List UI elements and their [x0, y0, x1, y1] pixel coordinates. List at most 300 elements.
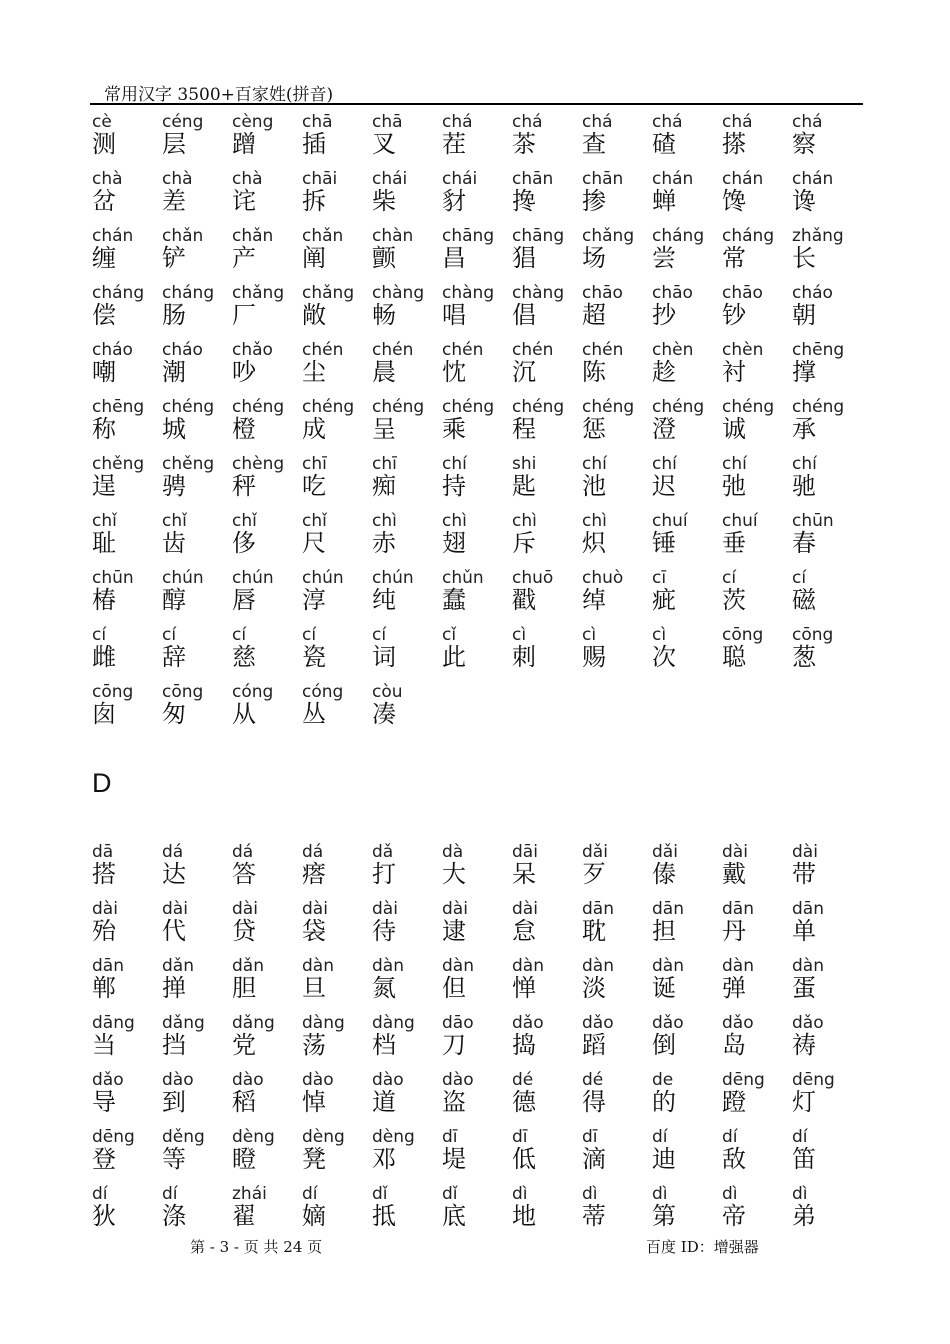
hanzi-character: 唇 — [232, 586, 256, 614]
character-cell — [792, 169, 862, 226]
pinyin-label: chái — [442, 169, 478, 189]
pinyin-label: dì — [722, 1184, 738, 1204]
hanzi-character: 程 — [512, 415, 536, 443]
character-cell — [302, 283, 372, 340]
hanzi-character: 豺 — [442, 187, 466, 215]
hanzi-character: 馋 — [722, 187, 746, 215]
pinyin-label: dèng — [372, 1127, 415, 1147]
pinyin-label: dí — [792, 1127, 808, 1147]
pinyin-label: cí — [162, 625, 177, 645]
hanzi-character: 长 — [792, 244, 816, 272]
hanzi-character: 贷 — [232, 917, 256, 945]
hanzi-character: 稻 — [232, 1088, 256, 1116]
hanzi-character: 拆 — [302, 187, 326, 215]
pinyin-label: chēng — [792, 340, 845, 360]
pinyin-label: dàn — [302, 956, 334, 976]
pinyin-label: céng — [162, 112, 204, 132]
character-cell — [232, 397, 302, 454]
hanzi-character: 惩 — [582, 415, 606, 443]
pinyin-label: dài — [372, 899, 398, 919]
hanzi-character: 诚 — [722, 415, 746, 443]
hanzi-character: 灯 — [792, 1088, 816, 1116]
pinyin-label: dī — [442, 1127, 458, 1147]
hanzi-character: 吵 — [232, 358, 256, 386]
hanzi-character: 从 — [232, 700, 256, 728]
character-cell — [232, 454, 302, 511]
pinyin-label: chāo — [582, 283, 623, 303]
pinyin-label: dài — [92, 899, 118, 919]
pinyin-label: dì — [652, 1184, 668, 1204]
hanzi-character: 诞 — [652, 974, 676, 1002]
hanzi-character: 蛋 — [792, 974, 816, 1002]
pinyin-label: chàng — [442, 283, 495, 303]
character-cell — [582, 1184, 652, 1241]
hanzi-character: 趁 — [652, 358, 676, 386]
hanzi-character: 超 — [582, 301, 606, 329]
character-row — [92, 899, 872, 956]
hanzi-character: 聪 — [722, 643, 746, 671]
pinyin-label: dài — [442, 899, 468, 919]
pinyin-label: chèng — [232, 454, 285, 474]
character-row — [92, 1013, 872, 1070]
pinyin-label: cí — [722, 568, 737, 588]
character-cell — [512, 568, 582, 625]
character-cell — [232, 625, 302, 682]
hanzi-character: 昌 — [442, 244, 466, 272]
pinyin-label: dì — [792, 1184, 808, 1204]
pinyin-label: chì — [512, 511, 537, 531]
character-cell — [302, 340, 372, 397]
pinyin-label: dǎn — [232, 956, 264, 976]
pinyin-label: dá — [232, 842, 254, 862]
pinyin-label: dān — [582, 899, 614, 919]
pinyin-label: chí — [792, 454, 817, 474]
hanzi-character: 刀 — [442, 1031, 466, 1059]
character-cell — [442, 283, 512, 340]
character-cell — [722, 568, 792, 625]
hanzi-character: 堤 — [442, 1145, 466, 1173]
hanzi-character: 赤 — [372, 529, 396, 557]
hanzi-character: 橙 — [232, 415, 256, 443]
pinyin-label: chéng — [162, 397, 215, 417]
character-cell — [792, 397, 862, 454]
character-cell — [652, 568, 722, 625]
character-cell — [162, 682, 232, 739]
pinyin-label: chāo — [722, 283, 763, 303]
pinyin-label: chán — [92, 226, 134, 246]
hanzi-character: 的 — [652, 1088, 676, 1116]
character-cell — [442, 899, 512, 956]
hanzi-character: 察 — [792, 130, 816, 158]
pinyin-label: chà — [162, 169, 193, 189]
character-cell — [512, 454, 582, 511]
character-cell — [302, 1184, 372, 1241]
hanzi-character: 绰 — [582, 586, 606, 614]
character-cell — [722, 1013, 792, 1070]
character-cell — [792, 625, 862, 682]
pinyin-label: chǐ — [232, 511, 257, 531]
pinyin-label: dài — [792, 842, 818, 862]
pinyin-label: chěng — [162, 454, 215, 474]
hanzi-character: 忱 — [442, 358, 466, 386]
character-cell — [582, 511, 652, 568]
pinyin-label: dàn — [512, 956, 544, 976]
pinyin-label: chí — [722, 454, 747, 474]
pinyin-label: cǐ — [442, 625, 457, 645]
pinyin-label: dèng — [302, 1127, 345, 1147]
character-cell — [512, 1184, 582, 1241]
character-cell — [302, 226, 372, 283]
character-cell — [582, 283, 652, 340]
pinyin-label: dài — [722, 842, 748, 862]
character-cell — [372, 1127, 442, 1184]
pinyin-label: chéng — [722, 397, 775, 417]
character-cell — [442, 169, 512, 226]
pinyin-label: dā — [92, 842, 114, 862]
hanzi-character: 蒂 — [582, 1202, 606, 1230]
character-cell — [162, 511, 232, 568]
pinyin-label: dí — [92, 1184, 108, 1204]
character-cell — [162, 625, 232, 682]
character-cell — [232, 340, 302, 397]
hanzi-character: 第 — [652, 1202, 676, 1230]
hanzi-character: 怠 — [512, 917, 536, 945]
character-cell — [652, 454, 722, 511]
character-cell — [302, 397, 372, 454]
pinyin-label: cì — [652, 625, 667, 645]
pinyin-label: chéng — [792, 397, 845, 417]
pinyin-label: chǎn — [232, 226, 274, 246]
pinyin-label: cí — [372, 625, 387, 645]
pinyin-label: zhǎng — [792, 226, 844, 246]
pinyin-label: chǎng — [302, 283, 355, 303]
character-row — [92, 682, 872, 739]
character-cell — [722, 340, 792, 397]
pinyin-label: dà — [442, 842, 464, 862]
character-cell — [302, 169, 372, 226]
pinyin-label: chén — [442, 340, 484, 360]
character-cell — [162, 1127, 232, 1184]
character-cell — [162, 842, 232, 899]
pinyin-label: chēng — [92, 397, 145, 417]
character-cell — [302, 511, 372, 568]
hanzi-character: 德 — [512, 1088, 536, 1116]
pinyin-label: cháo — [792, 283, 833, 303]
pinyin-label: dài — [512, 899, 538, 919]
hanzi-character: 畅 — [372, 301, 396, 329]
pinyin-label: dì — [512, 1184, 528, 1204]
character-cell — [302, 682, 372, 739]
character-cell — [652, 625, 722, 682]
hanzi-character: 沉 — [512, 358, 536, 386]
pinyin-label: zhái — [232, 1184, 267, 1204]
pinyin-label: cí — [232, 625, 247, 645]
pinyin-label: chǎng — [232, 283, 285, 303]
character-cell — [92, 1127, 162, 1184]
hanzi-character: 地 — [512, 1202, 536, 1230]
hanzi-character: 殆 — [92, 917, 116, 945]
character-cell — [652, 340, 722, 397]
pinyin-label: cì — [582, 625, 597, 645]
footer-baidu-id: 百度 ID：增强器 — [646, 1238, 759, 1256]
character-cell — [512, 340, 582, 397]
character-cell — [582, 1070, 652, 1127]
pinyin-label: dé — [512, 1070, 534, 1090]
character-cell — [512, 397, 582, 454]
pinyin-label: chāo — [652, 283, 693, 303]
character-cell — [652, 112, 722, 169]
hanzi-character: 斥 — [512, 529, 536, 557]
pinyin-label: cháng — [162, 283, 215, 303]
character-cell — [162, 112, 232, 169]
hanzi-character: 慈 — [232, 643, 256, 671]
pinyin-label: dǎo — [582, 1013, 614, 1033]
pinyin-label: chǐ — [302, 511, 327, 531]
pinyin-label: dí — [162, 1184, 178, 1204]
pinyin-label: dì — [582, 1184, 598, 1204]
hanzi-character: 邓 — [372, 1145, 396, 1173]
character-cell — [302, 842, 372, 899]
character-cell — [792, 1070, 862, 1127]
character-cell — [792, 568, 862, 625]
character-cell — [722, 1070, 792, 1127]
pinyin-label: cí — [792, 568, 807, 588]
character-cell — [792, 1184, 862, 1241]
hanzi-character: 抄 — [652, 301, 676, 329]
hanzi-character: 常 — [722, 244, 746, 272]
character-cell — [512, 842, 582, 899]
pinyin-label: chì — [442, 511, 467, 531]
character-cell — [372, 397, 442, 454]
hanzi-character: 帝 — [722, 1202, 746, 1230]
hanzi-character: 淳 — [302, 586, 326, 614]
hanzi-character: 刺 — [512, 643, 536, 671]
character-cell — [162, 454, 232, 511]
hanzi-character: 旦 — [302, 974, 326, 1002]
character-cell — [442, 956, 512, 1013]
character-row — [92, 397, 872, 454]
pinyin-label: chén — [512, 340, 554, 360]
character-row — [92, 511, 872, 568]
hanzi-character: 当 — [92, 1031, 116, 1059]
character-cell — [582, 397, 652, 454]
hanzi-character: 炽 — [582, 529, 606, 557]
character-cell — [372, 511, 442, 568]
hanzi-character: 此 — [442, 643, 466, 671]
hanzi-character: 氮 — [372, 974, 396, 1002]
character-cell — [652, 1070, 722, 1127]
pinyin-label: dàng — [372, 1013, 415, 1033]
character-cell — [652, 899, 722, 956]
pinyin-label: cè — [92, 112, 112, 132]
hanzi-character: 承 — [792, 415, 816, 443]
pinyin-label: cháo — [162, 340, 203, 360]
pinyin-label: dǎ — [372, 842, 394, 862]
character-cell — [792, 340, 862, 397]
hanzi-character: 郸 — [92, 974, 116, 1002]
character-cell — [372, 1070, 442, 1127]
character-cell — [372, 226, 442, 283]
pinyin-label: dǎo — [792, 1013, 824, 1033]
pinyin-label: dào — [162, 1070, 194, 1090]
pinyin-label: cōng — [722, 625, 764, 645]
pinyin-label: chá — [722, 112, 753, 132]
character-cell — [512, 1070, 582, 1127]
hanzi-character: 猖 — [512, 244, 536, 272]
hanzi-character: 挡 — [162, 1031, 186, 1059]
character-cell — [92, 956, 162, 1013]
pinyin-label: dàn — [722, 956, 754, 976]
character-cell — [302, 1127, 372, 1184]
hanzi-character: 磁 — [792, 586, 816, 614]
character-cell — [652, 169, 722, 226]
character-cell — [442, 226, 512, 283]
pinyin-label: cèng — [232, 112, 274, 132]
hanzi-character: 赐 — [582, 643, 606, 671]
character-cell — [372, 682, 442, 739]
character-cell — [792, 1013, 862, 1070]
hanzi-character: 词 — [372, 643, 396, 671]
pinyin-label: dào — [442, 1070, 474, 1090]
pinyin-label: chá — [442, 112, 473, 132]
hanzi-character: 答 — [232, 860, 256, 888]
pinyin-label: dàng — [302, 1013, 345, 1033]
character-cell — [372, 899, 442, 956]
character-cell — [302, 454, 372, 511]
hanzi-character: 衬 — [722, 358, 746, 386]
character-cell — [512, 956, 582, 1013]
character-cell — [442, 568, 512, 625]
pinyin-label: dāo — [442, 1013, 474, 1033]
character-cell — [92, 340, 162, 397]
hanzi-character: 等 — [162, 1145, 186, 1173]
hanzi-character: 乘 — [442, 415, 466, 443]
pinyin-label: chì — [372, 511, 397, 531]
hanzi-character: 搀 — [512, 187, 536, 215]
character-cell — [162, 283, 232, 340]
character-cell — [162, 899, 232, 956]
character-cell — [302, 112, 372, 169]
pinyin-label: dàn — [792, 956, 824, 976]
pinyin-label: chéng — [652, 397, 705, 417]
hanzi-character: 骋 — [162, 472, 186, 500]
pinyin-label: dá — [162, 842, 184, 862]
hanzi-character: 淡 — [582, 974, 606, 1002]
hanzi-character: 倡 — [512, 301, 536, 329]
character-cell — [582, 625, 652, 682]
hanzi-character: 谗 — [792, 187, 816, 215]
pinyin-label: chǎn — [302, 226, 344, 246]
pinyin-label: dāng — [92, 1013, 135, 1033]
hanzi-character: 低 — [512, 1145, 536, 1173]
character-cell — [792, 1127, 862, 1184]
pinyin-label: chǎo — [232, 340, 273, 360]
hanzi-character: 弹 — [722, 974, 746, 1002]
hanzi-character: 呈 — [372, 415, 396, 443]
character-row — [92, 625, 872, 682]
hanzi-character: 袋 — [302, 917, 326, 945]
hanzi-character: 悼 — [302, 1088, 326, 1116]
pinyin-label: chūn — [792, 511, 834, 531]
pinyin-label: chà — [92, 169, 123, 189]
hanzi-character: 狄 — [92, 1202, 116, 1230]
pinyin-label: chuō — [512, 568, 554, 588]
hanzi-character: 潮 — [162, 358, 186, 386]
pinyin-label: dǎo — [652, 1013, 684, 1033]
character-cell — [582, 842, 652, 899]
character-cell — [792, 283, 862, 340]
pinyin-label: dào — [372, 1070, 404, 1090]
hanzi-character: 垂 — [722, 529, 746, 557]
hanzi-character: 次 — [652, 643, 676, 671]
hanzi-character: 尺 — [302, 529, 326, 557]
character-cell — [232, 283, 302, 340]
character-cell — [162, 956, 232, 1013]
hanzi-character: 唱 — [442, 301, 466, 329]
character-cell — [232, 956, 302, 1013]
pinyin-label: děng — [162, 1127, 205, 1147]
character-cell — [232, 1013, 302, 1070]
hanzi-character: 持 — [442, 472, 466, 500]
hanzi-character: 导 — [92, 1088, 116, 1116]
pinyin-label: chái — [372, 169, 408, 189]
character-cell — [302, 568, 372, 625]
pinyin-label: chéng — [442, 397, 495, 417]
hanzi-character: 涤 — [162, 1202, 186, 1230]
hanzi-character: 铲 — [162, 244, 186, 272]
hanzi-character: 厂 — [232, 301, 256, 329]
character-cell — [162, 1013, 232, 1070]
pinyin-label: chì — [582, 511, 607, 531]
pinyin-label: chí — [652, 454, 677, 474]
pinyin-label: dǎng — [162, 1013, 205, 1033]
character-cell — [372, 842, 442, 899]
character-cell — [792, 454, 862, 511]
hanzi-character: 祷 — [792, 1031, 816, 1059]
pinyin-label: dé — [582, 1070, 604, 1090]
character-cell — [232, 842, 302, 899]
character-cell — [442, 842, 512, 899]
section-d-grid — [92, 842, 872, 1241]
hanzi-character: 朝 — [792, 301, 816, 329]
hanzi-character: 成 — [302, 415, 326, 443]
pinyin-label: dāi — [512, 842, 538, 862]
hanzi-character: 迟 — [652, 472, 676, 500]
pinyin-label: dí — [652, 1127, 668, 1147]
hanzi-character: 搽 — [722, 130, 746, 158]
pinyin-label: chàng — [512, 283, 565, 303]
character-cell — [722, 169, 792, 226]
hanzi-character: 叉 — [372, 130, 396, 158]
hanzi-character: 登 — [92, 1145, 116, 1173]
character-cell — [582, 226, 652, 283]
character-cell — [442, 1070, 512, 1127]
section-c-grid — [92, 112, 872, 739]
hanzi-character: 陈 — [582, 358, 606, 386]
character-cell — [512, 169, 582, 226]
character-cell — [232, 226, 302, 283]
character-cell — [582, 340, 652, 397]
character-cell — [442, 340, 512, 397]
character-row — [92, 842, 872, 899]
hanzi-character: 捣 — [512, 1031, 536, 1059]
hanzi-character: 茬 — [442, 130, 466, 158]
pinyin-label: chǎng — [582, 226, 635, 246]
character-cell — [92, 1184, 162, 1241]
character-cell — [372, 956, 442, 1013]
pinyin-label: cōng — [792, 625, 834, 645]
pinyin-label: dǎo — [722, 1013, 754, 1033]
